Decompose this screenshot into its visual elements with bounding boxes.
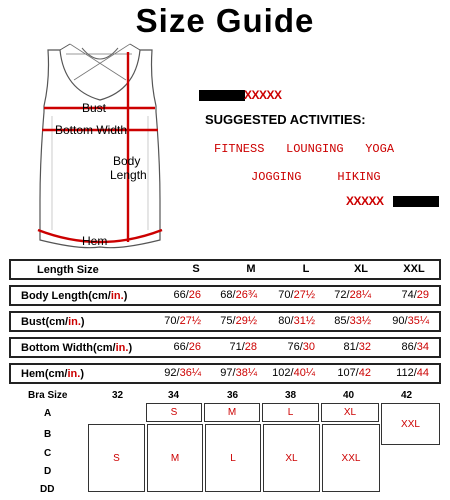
cup-d: D	[44, 466, 52, 477]
bottom-decor-bar	[393, 196, 439, 207]
size-box-xxl: XXL	[322, 424, 380, 492]
table-row: Hem(cm/in.) 92/36¼ 97/38¼ 102/40¼ 107/42 112/44	[9, 363, 441, 384]
bottom-decor-mark: XXXXX	[346, 194, 384, 208]
cell: 68/26¾	[220, 289, 257, 301]
bra-number-42: 42	[401, 390, 413, 401]
row-label: Bottom Width(cm/	[21, 341, 116, 354]
bottom-width-label: Bottom Width	[55, 123, 128, 137]
row-label-unit: in.	[67, 367, 81, 380]
table-header-row	[9, 259, 441, 280]
row-label: Bust(cm/	[21, 315, 69, 328]
bust-label: Bust	[82, 101, 107, 115]
cup-b: B	[44, 429, 52, 440]
cell: 76/30	[287, 341, 315, 353]
a-size-box-m: M	[204, 403, 260, 422]
page-title: Size Guide	[135, 2, 315, 39]
a-size-box-xl: XL	[321, 403, 379, 422]
row-label-unit: in.	[110, 289, 124, 302]
row-label-unit: in.	[68, 315, 81, 328]
bra-number-38: 38	[285, 390, 297, 401]
xxl-42-box: XXL	[381, 403, 440, 445]
cell: 90/35¼	[392, 315, 429, 327]
cell: 75/29½	[220, 315, 257, 327]
size-col-l: L	[302, 263, 310, 275]
body-length-label-line2: Length	[110, 168, 147, 182]
cell: 66/26	[173, 289, 201, 301]
size-col-s: S	[192, 263, 200, 275]
bra-size-label: Bra Size	[28, 390, 68, 401]
a-size-box-s: S	[146, 403, 202, 422]
cell: 86/34	[401, 341, 429, 353]
row-label: Hem(cm/	[21, 367, 68, 380]
cup-dd: DD	[40, 484, 55, 495]
table-row: Body Length(cm/in.) 66/26 68/26¾ 70/27½ 72/28¼ 74/29	[9, 285, 441, 306]
cell: 81/32	[343, 341, 371, 353]
cell: 102/40¼	[272, 367, 315, 379]
size-col-m: M	[246, 263, 256, 275]
cell: 71/28	[229, 341, 257, 353]
size-box-m: M	[147, 424, 203, 492]
table-row: Bottom Width(cm/in.) 66/26 71/28 76/30 81/32 86/34	[9, 337, 441, 358]
table-row: Bust(cm/in.) 70/27½ 75/29½ 80/31½ 85/33½ 90/35¼	[9, 311, 441, 332]
row-label: Body Length(cm/	[21, 289, 111, 302]
bra-number-34: 34	[168, 390, 180, 401]
cell: 112/44	[396, 367, 429, 379]
cell: 70/27½	[278, 289, 315, 301]
size-box-xl: XL	[263, 424, 320, 492]
top-decor-mark: XXXXX	[244, 88, 282, 102]
cell: 72/28¼	[334, 289, 371, 301]
size-col-xxl: XXL	[403, 263, 425, 275]
a-size-box-l: L	[262, 403, 319, 422]
suggested-activities-heading: SUGGESTED ACTIVITIES:	[205, 112, 366, 127]
size-col-xl: XL	[353, 263, 369, 275]
bra-number-32: 32	[112, 390, 124, 401]
size-box-s: S	[88, 424, 145, 492]
cell: 97/38¼	[220, 367, 257, 379]
length-size-header: Length Size	[37, 263, 99, 276]
bra-number-40: 40	[343, 390, 355, 401]
cell: 66/26	[173, 341, 201, 353]
activities-line-1: FITNESS LOUNGING YOGA	[214, 142, 395, 156]
activities-line-2: JOGGING HIKING	[251, 170, 381, 184]
top-decor-bar	[199, 90, 245, 101]
cell: 107/42	[337, 367, 371, 379]
body-length-label-line1: Body	[113, 154, 141, 168]
size-box-l: L	[205, 424, 261, 492]
bra-number-36: 36	[227, 390, 239, 401]
cell: 74/29	[401, 289, 429, 301]
row-label-unit: in.	[115, 341, 129, 354]
cup-a: A	[44, 408, 52, 419]
cell: 92/36¼	[164, 367, 201, 379]
cup-c: C	[44, 448, 52, 459]
hem-label: Hem	[82, 234, 108, 248]
tank-top-diagram	[0, 40, 200, 255]
cell: 85/33½	[334, 315, 371, 327]
cell: 70/27½	[164, 315, 201, 327]
cell: 80/31½	[278, 315, 315, 327]
